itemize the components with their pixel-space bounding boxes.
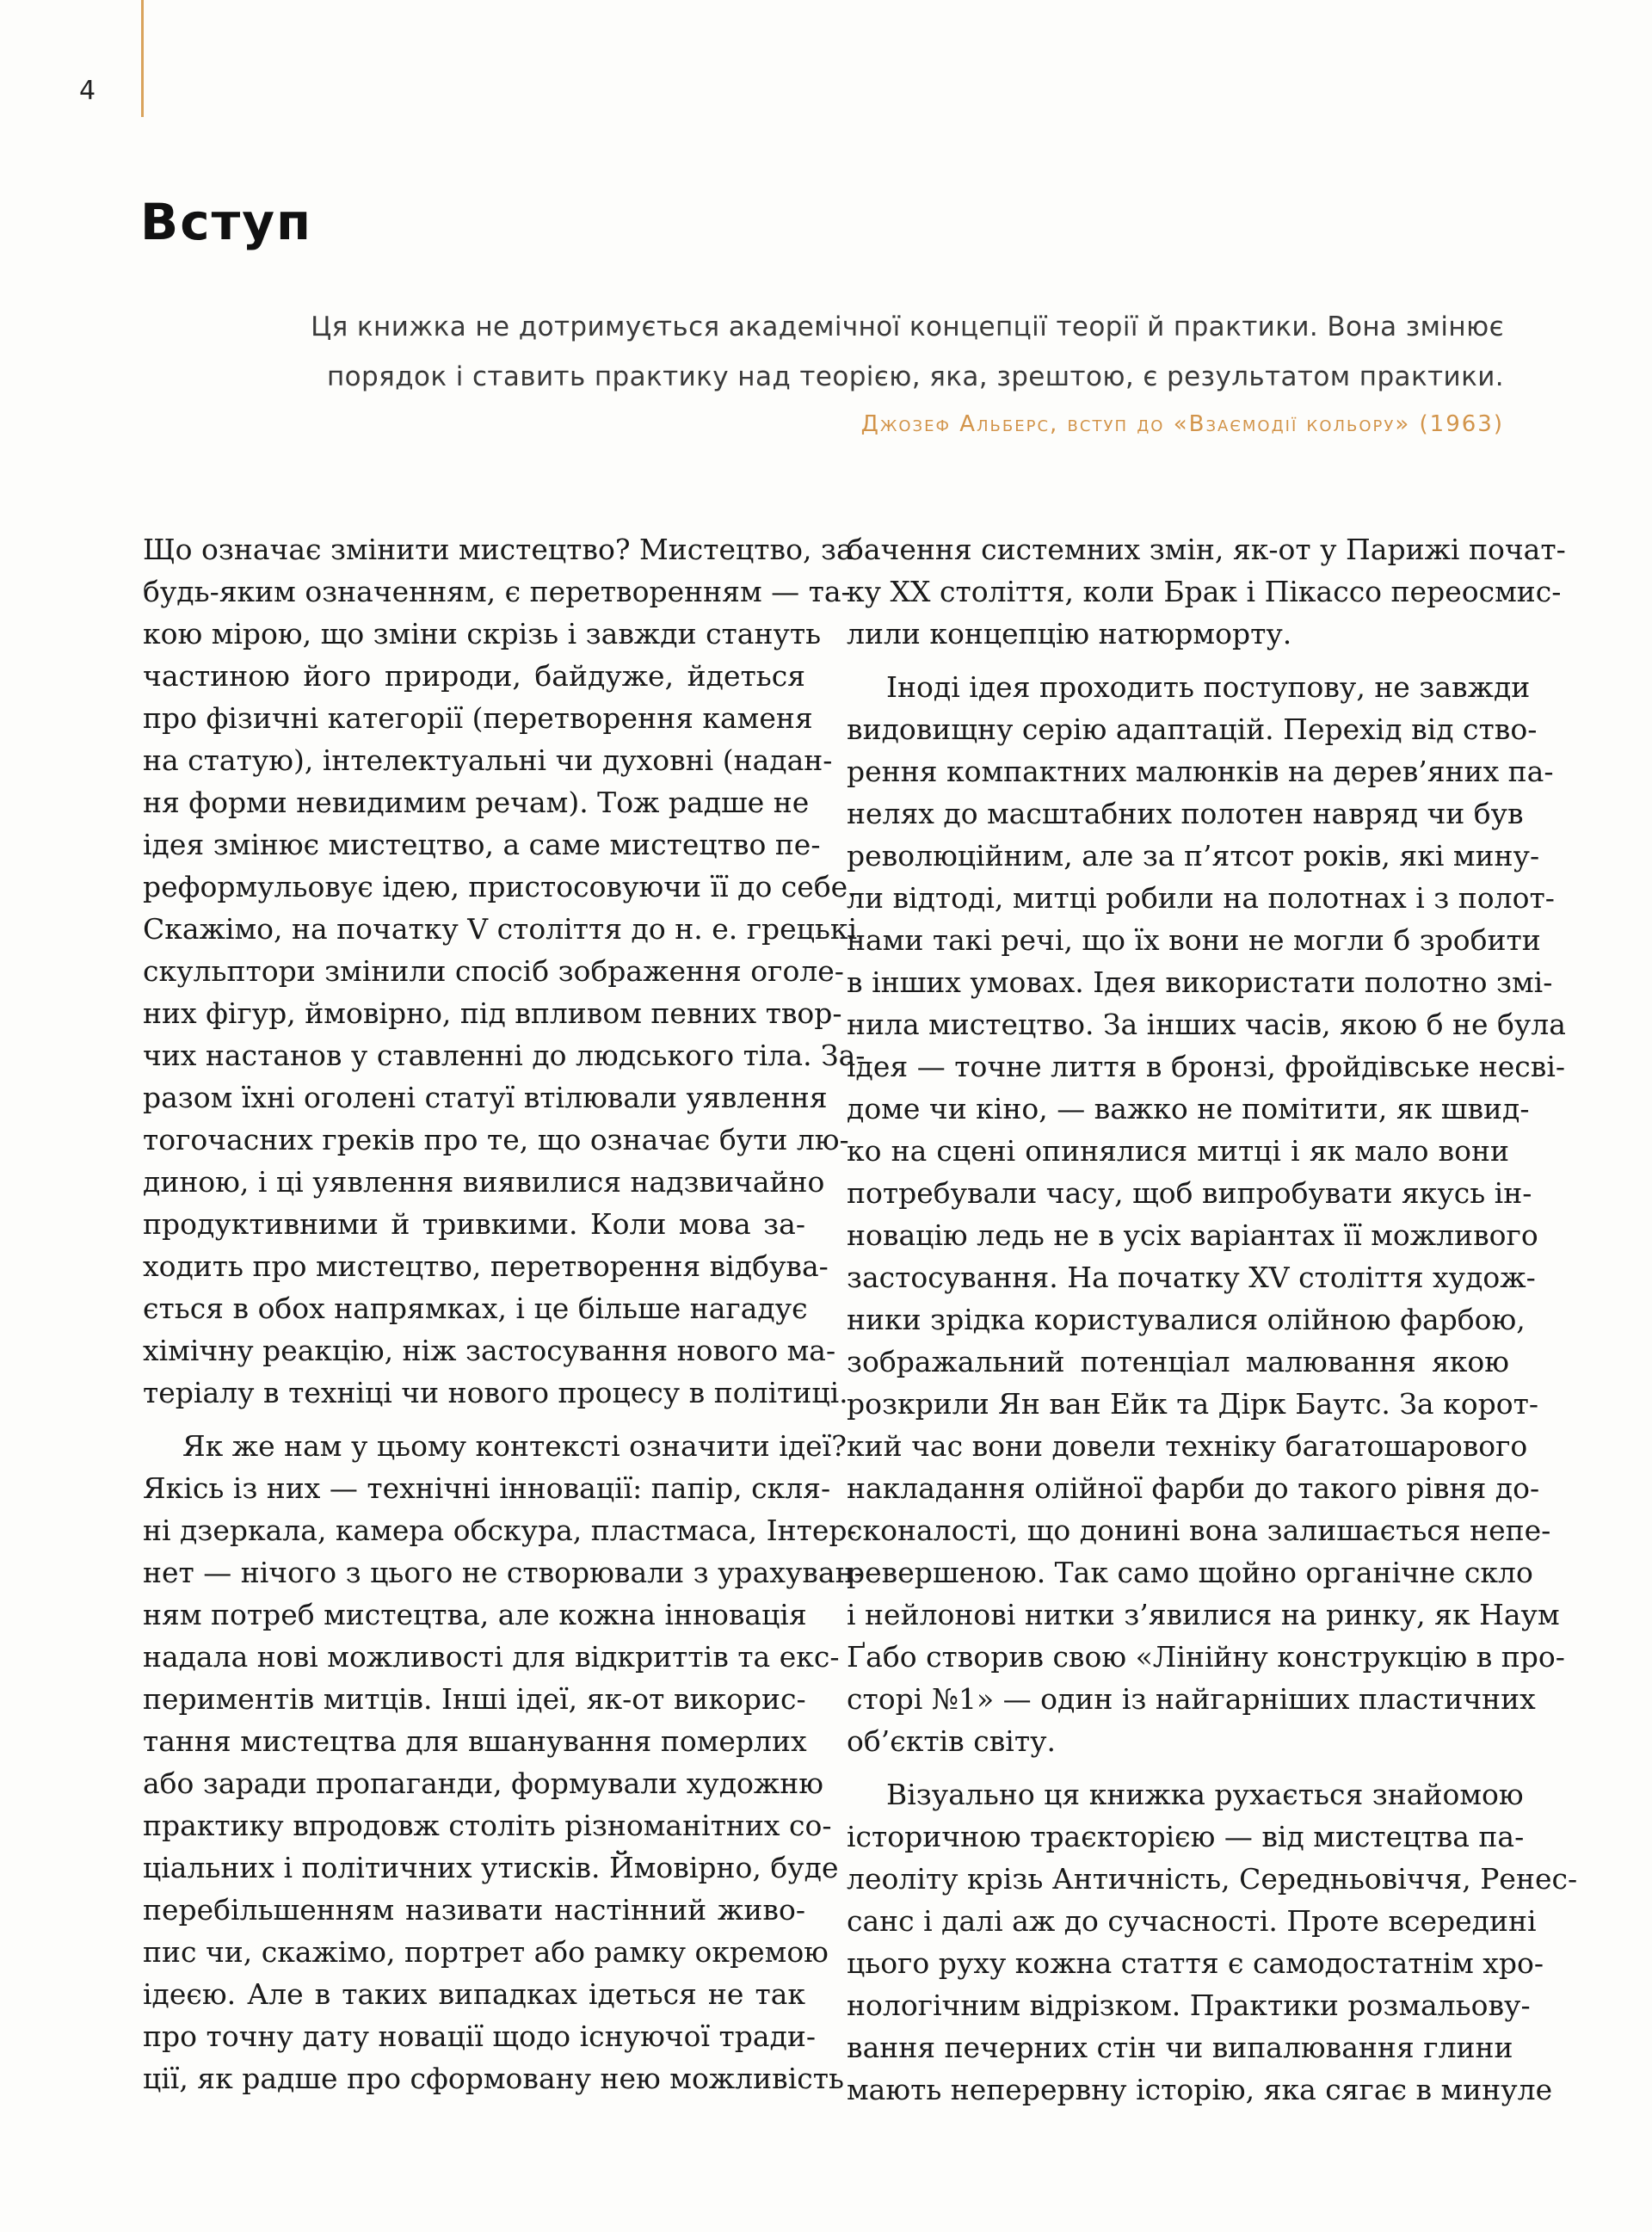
- body-text-line: новацію ледь не в усіх варіантах її можливого: [847, 1218, 1538, 1252]
- body-text-line: про фізичні категорії (перетворення каменя: [143, 701, 813, 735]
- body-text-line: зображальний потенціал малювання якою: [847, 1345, 1509, 1378]
- body-text-line: накладання олійної фарби до такого рівня до-: [847, 1471, 1540, 1505]
- body-text-line: застосування. На початку XV століття худож-: [847, 1261, 1536, 1294]
- paragraph-gap: [143, 1414, 805, 1425]
- body-text-line: про точну дату новації щодо існуючої тради-: [143, 2019, 817, 2053]
- text-column-left: [143, 528, 866, 2099]
- body-text-line: скульптори змінили спосіб зображення оголе-: [143, 954, 844, 988]
- paragraph-gap: [847, 655, 1509, 666]
- body-text-line: Що означає змінити мистецтво? Мистецтво, за: [143, 533, 854, 566]
- page-title: Вступ: [140, 193, 313, 251]
- body-text-line: ли відтоді, митці робили на полотнах і з полот-: [847, 881, 1555, 915]
- body-text-line: ні дзеркала, камера обскура, пластмаса, Інтер-: [143, 1514, 857, 1547]
- body-text-line: диною, і ці уявлення виявилися надзвичайно: [143, 1165, 825, 1199]
- body-text-line: перебільшенням називати настінний живо-: [143, 1893, 805, 1927]
- paragraph-gap: [847, 1762, 1509, 1773]
- body-text-line: потребували часу, щоб випробувати якусь ін-: [847, 1176, 1532, 1210]
- body-text-line: розкрили Ян ван Ейк та Дірк Баутс. За корот-: [847, 1387, 1538, 1421]
- body-text-line: вання печерних стін чи випалювання глини: [847, 2031, 1513, 2064]
- body-text-line: доме чи кіно, — важко не помітити, як швид-: [847, 1092, 1530, 1125]
- body-text-line: на статую), інтелектуальні чи духовні (надан-: [143, 743, 833, 777]
- body-text-line: чих настанов у ставленні до людського тіла. За-: [143, 1039, 866, 1072]
- body-text-line: ції, як радше про сформовану нею можливість: [143, 2062, 844, 2095]
- body-text-line: надала нові можливості для відкриттів та екс-: [143, 1640, 840, 1674]
- body-text-line: практику впродовж століть різноманітних со-: [143, 1809, 832, 1842]
- body-text-line: продуктивними й тривкими. Коли мова за-: [143, 1207, 805, 1241]
- body-text-line: видовищну серію адаптацій. Перехід від ство-: [847, 712, 1538, 746]
- body-text-line: ідеєю. Але в таких випадках ідеться не так: [143, 1977, 805, 2011]
- body-text-line: леоліту крізь Античність, Середньовіччя, Ренес-: [847, 1862, 1578, 1896]
- body-text-line: нет — нічого з цього не створювали з урахуван-: [143, 1556, 864, 1589]
- body-text-line: санс і далі аж до сучасності. Проте всередині: [847, 1904, 1537, 1938]
- body-text-line: об’єктів світу.: [847, 1724, 1056, 1758]
- body-text-line: тання мистецтва для вшанування померлих: [143, 1724, 807, 1758]
- body-text-line: нологічним відрізком. Практики розмальову-: [847, 1988, 1531, 2022]
- body-text-line: ням потреб мистецтва, але кожна інновація: [143, 1598, 807, 1631]
- body-text-line: Скажімо, на початку V століття до н. е. грецькі: [143, 912, 858, 946]
- body-text-line: ники зрідка користувалися олійною фарбою,: [847, 1303, 1526, 1336]
- body-text-line: кою мірою, що зміни скрізь і завжди стануть: [143, 617, 822, 650]
- body-text-line: мають неперервну історію, яка сягає в минуле: [847, 2073, 1553, 2106]
- body-text-line: революційним, але за п’ятсот років, які мину-: [847, 839, 1540, 872]
- body-text-line: теріалу в техніці чи нового процесу в політиці.: [143, 1376, 848, 1409]
- body-text-line: реформульовує ідею, пристосовуючи її до себе.: [143, 870, 857, 903]
- body-text-line: частиною його природи, байдуже, йдеться: [143, 659, 805, 693]
- body-text-line: ідея — точне лиття в бронзі, фройдівське несві-: [847, 1050, 1566, 1083]
- body-text-line: бачення системних змін, як-от у Парижі почат-: [847, 533, 1566, 566]
- body-text-line: нелях до масштабних полотен навряд чи був: [847, 797, 1524, 830]
- body-text-line: ку XX століття, коли Брак і Пікассо переосмис-: [847, 575, 1562, 608]
- body-text-line: і нейлонові нитки з’явилися на ринку, як Наум: [847, 1598, 1560, 1631]
- body-text-line: нила мистецтво. За інших часів, якою б не була: [847, 1008, 1566, 1041]
- body-text-line: ідея змінює мистецтво, а саме мистецтво пе-: [143, 828, 821, 861]
- body-text-line: Якісь із них — технічні інновації: папір, скля-: [143, 1471, 831, 1505]
- text-column-right: [847, 528, 1578, 2111]
- body-text-line: нами такі речі, що їх вони не могли б зробити: [847, 923, 1541, 957]
- body-text-line: лили концепцію натюрморту.: [847, 617, 1292, 650]
- body-text-line: разом їхні оголені статуї втілювали уявлення: [143, 1081, 828, 1114]
- page-number: 4: [79, 76, 96, 106]
- body-text-line: будь-яким означенням, є перетворенням — та-: [143, 575, 851, 608]
- body-text-line: Візуально ця книжка рухається знайомою: [886, 1778, 1524, 1811]
- body-text-line: них фігур, ймовірно, під впливом певних твор-: [143, 996, 842, 1030]
- body-text-line: рення компактних малюнків на дерев’яних па-: [847, 755, 1554, 788]
- body-text-line: сторі №1» — один із найгарніших пластичних: [847, 1682, 1536, 1716]
- body-text-line: або заради пропаганди, формували художню: [143, 1766, 823, 1800]
- body-text-line: периментів митців. Інші ідеї, як-от викорис-: [143, 1682, 806, 1716]
- body-text-line: ється в обох напрямках, і це більше нагадує: [143, 1292, 808, 1325]
- epigraph-line: порядок і ставить практику над теорією, яка, зрештою, є результатом практики.: [326, 361, 1504, 392]
- body-text-line: ревершеною. Так само щойно органічне скло: [847, 1556, 1533, 1589]
- body-text-line: ходить про мистецтво, перетворення відбува-: [143, 1249, 829, 1283]
- body-text-line: сконалості, що донині вона залишається непе-: [847, 1514, 1551, 1547]
- body-text-line: кий час вони довели техніку багатошарового: [847, 1429, 1528, 1463]
- page-number-rule: [141, 0, 144, 117]
- body-text-line: пис чи, скажімо, портрет або рамку окремою: [143, 1935, 829, 1969]
- body-text-line: ня форми невидимим речам). Тож радше не: [143, 786, 810, 819]
- body-text-line: історичною траєкторією — від мистецтва па-: [847, 1820, 1525, 1853]
- body-text-line: ко на сцені опинялися митці і як мало вони: [847, 1134, 1509, 1168]
- body-text-line: Як же нам у цьому контексті означити ідеї?: [182, 1429, 847, 1463]
- epigraph-source: Джозеф Альберс, вступ до «Взаємодії кольору» (1963): [860, 411, 1504, 437]
- epigraph: [213, 306, 1504, 441]
- epigraph-line: Ця книжка не дотримується академічної концепції теорії й практики. Вона змінює: [311, 311, 1504, 342]
- body-text-line: Ґабо створив свою «Лінійну конструкцію в про-: [847, 1640, 1565, 1674]
- body-text-line: цього руху кожна стаття є самодостатнім хро-: [847, 1946, 1544, 1980]
- body-text-line: ціальних і політичних утисків. Ймовірно, буде: [143, 1851, 839, 1884]
- body-text-line: Іноді ідея проходить поступову, не завжди: [886, 670, 1531, 704]
- body-text-line: в інших умовах. Ідея використати полотно змі-: [847, 965, 1553, 999]
- body-text-line: хімічну реакцію, ніж застосування нового ма-: [143, 1334, 836, 1367]
- body-text-line: тогочасних греків про те, що означає бути лю-: [143, 1123, 849, 1156]
